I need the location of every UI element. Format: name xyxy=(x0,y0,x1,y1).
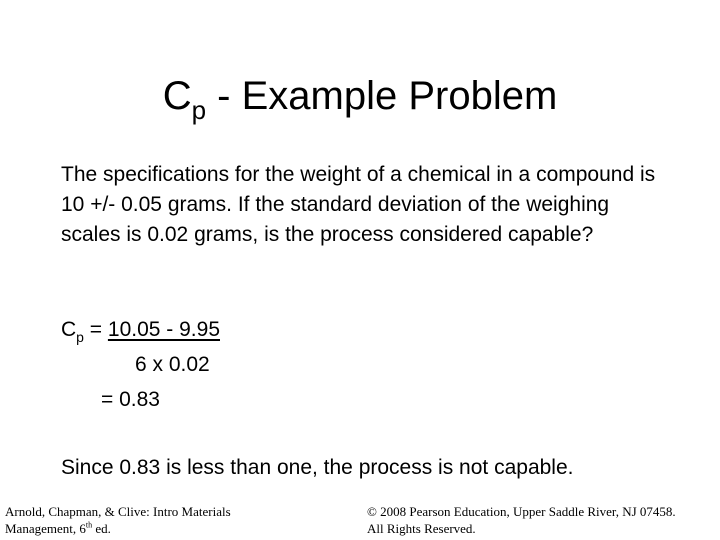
slide-title xyxy=(0,72,720,124)
formula-equals: = xyxy=(83,318,108,341)
formula-symbol: C xyxy=(61,318,77,341)
title-symbol-subscript: p xyxy=(191,95,207,125)
conclusion-text: Since 0.83 is less than one, the process is not capable. xyxy=(61,456,574,479)
problem-statement: The specifications for the weight of a chemical in a compound is 10 +/- 0.05 grams. If the standard deviation of the weighing scales is 0.02 grams, is the process considered capable? xyxy=(61,163,656,246)
formula-symbol-subscript: p xyxy=(76,329,84,345)
formula-result: = 0.83 xyxy=(101,388,160,411)
footer-copyright xyxy=(367,503,717,537)
footer-citation-suffix: ed. xyxy=(92,521,111,536)
title-text: - Example Problem xyxy=(206,74,558,118)
footer-copyright-line1: © 2008 Pearson Education, Upper Saddle River, NJ 07458. xyxy=(367,504,676,519)
footer-citation-edition: Management, 6 xyxy=(5,521,86,536)
title-symbol: C xyxy=(162,74,192,118)
footer-citation xyxy=(5,503,295,537)
formula-numerator: 10.05 - 9.95 xyxy=(107,318,220,341)
formula-denominator: 6 x 0.02 xyxy=(135,353,210,376)
footer-copyright-line2: All Rights Reserved. xyxy=(367,521,476,536)
formula-line xyxy=(61,315,220,346)
footer-citation-ordinal: th xyxy=(85,520,93,530)
footer-citation-line1: Arnold, Chapman, & Clive: Intro Materials xyxy=(5,504,231,519)
footer-citation-line2 xyxy=(5,520,295,537)
